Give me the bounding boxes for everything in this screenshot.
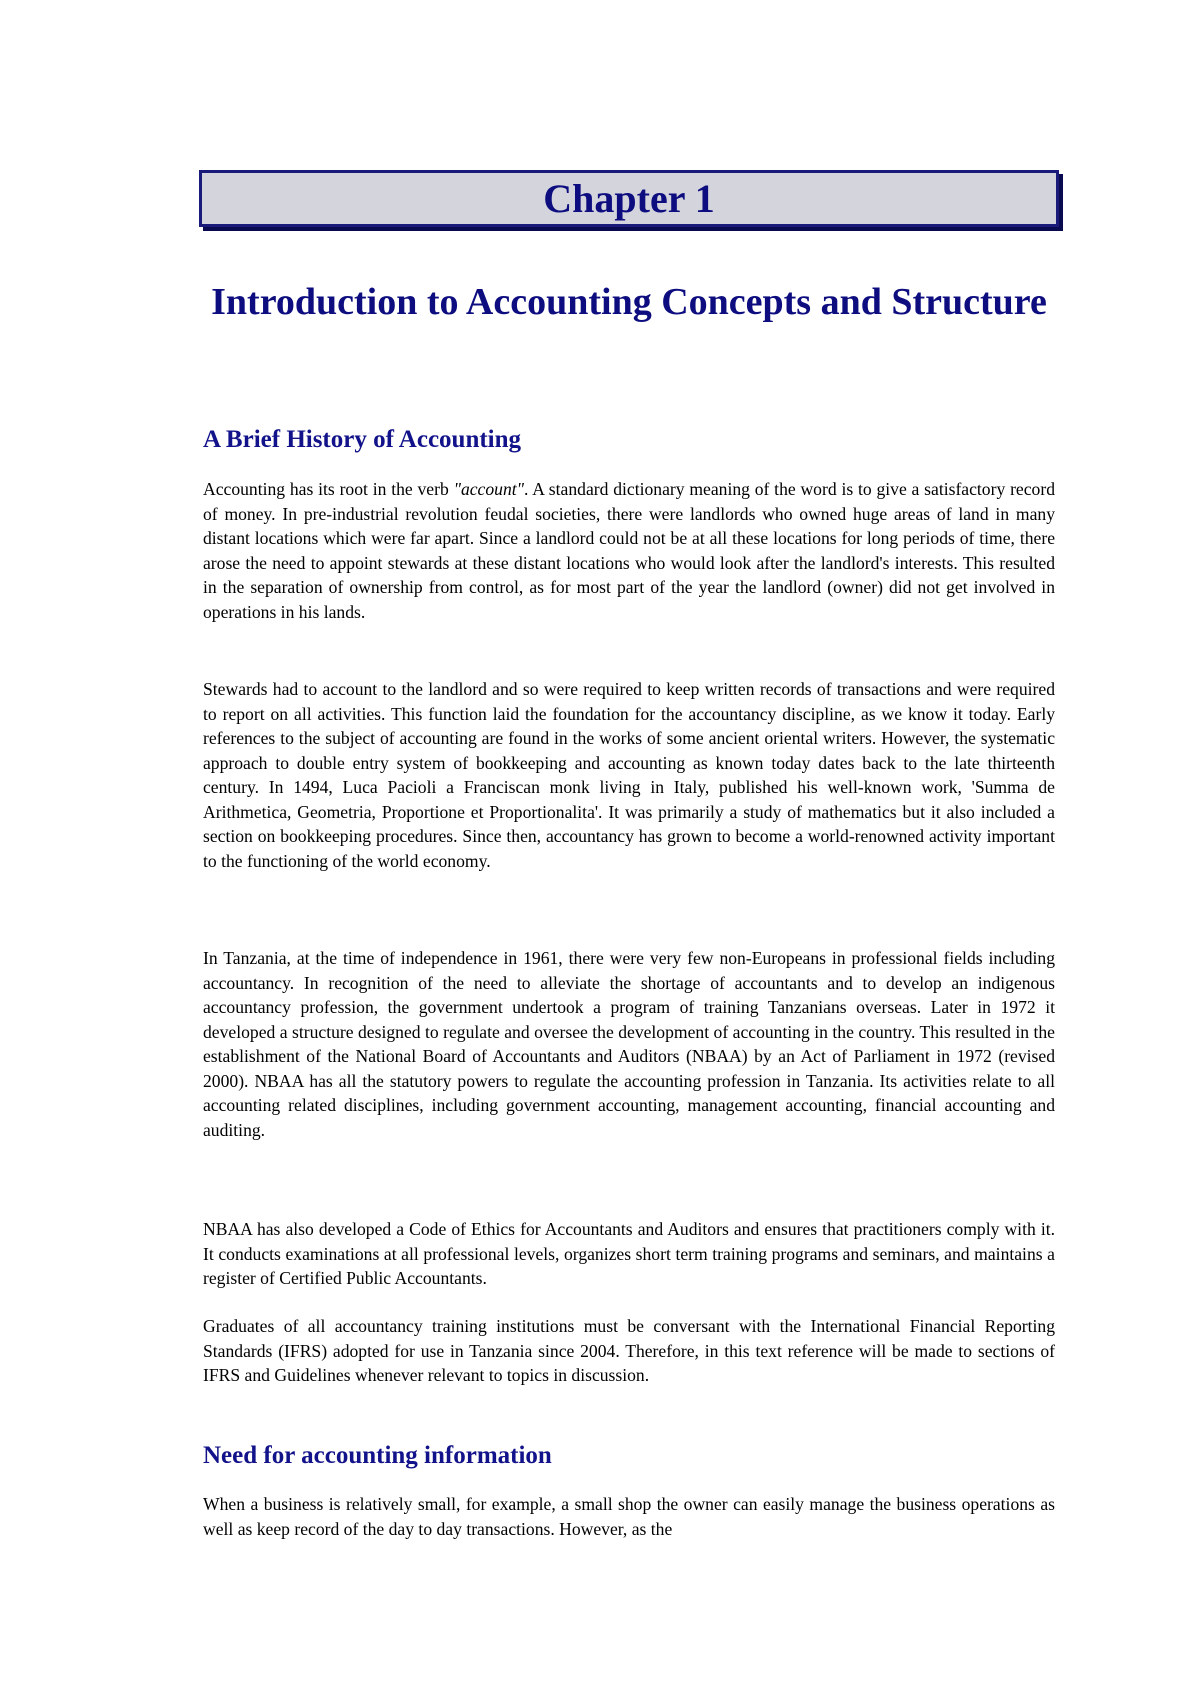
paragraph-text: . A standard dictionary meaning of the word is to give a satisfactory record of money. In pre-industrial revolution feudal societies, there were landlords who owned huge areas of land in many distant locations which were far apart. Since a landlord could not be at all these locations for long periods of time, there arose the need to appoint stewards at these distant locations who would look after the landlord's interests. This resulted in the separation of ownership from control, as for most part of the year the landlord (owner) did not get involved in operations in his lands. (203, 479, 1055, 622)
section-heading-history: A Brief History of Accounting (203, 426, 522, 453)
paragraph-history-4: NBAA has also developed a Code of Ethics for Accountants and Auditors and ensures that practitioners comply with it. It conducts examinations at all professional levels, organizes short term training programs and seminars, and maintains a register of Certified Public Accountants. (203, 1219, 1055, 1288)
emphasis-account: "account" (453, 479, 525, 499)
paragraph-history-3: In Tanzania, at the time of independence in 1961, there were very few non-Europeans in professional fields including accountancy. In recognition of the need to alleviate the shortage of accountants and to develop an indigenous accountancy profession, the government undertook a program of training Tanzanians overseas. Later in 1972 it developed a structure designed to regulate and oversee the development of accounting in the country. This resulted in the establishment of the National Board of Accountants and Auditors (NBAA) by an Act of Parliament in 1972 (revised 2000). NBAA has all the statutory powers to regulate the accounting profession in Tanzania. Its activities relate to all accounting related disciplines, including government accounting, management accounting, financial accounting and auditing. (203, 948, 1055, 1140)
paragraph-need-1: When a business is relatively small, for example, a small shop the owner can easily manage the business operations as well as keep record of the day to day transactions. However, as the (203, 1494, 1055, 1539)
chapter-title: Introduction to Accounting Concepts and Structure (211, 281, 1047, 323)
paragraph-history-5: Graduates of all accountancy training institutions must be conversant with the International Financial Reporting Standards (IFRS) adopted for use in Tanzania since 2004. Therefore, in this text reference will be made to sections of IFRS and Guidelines whenever relevant to topics in discussion. (203, 1316, 1055, 1385)
chapter-banner (199, 170, 1059, 227)
paragraph-text: Accounting has its root in the verb (203, 479, 454, 499)
paragraph-history-1 (203, 477, 1055, 624)
chapter-label: Chapter 1 (543, 175, 715, 221)
paragraph-history-2: Stewards had to account to the landlord and so were required to keep written records of transactions and were required to report on all activities. This function laid the foundation for the accountancy discipline, as we know it today. Early references to the subject of accounting are found in the works of some ancient oriental writers. However, the systematic approach to double entry system of bookkeeping and accounting as known today dates back to the late thirteenth century. In 1494, Luca Pacioli a Franciscan monk living in Italy, published his well-known work, 'Summa de Arithmetica, Geometria, Proportione et Proportionalita'. It was primarily a study of mathematics but it also included a section on bookkeeping procedures. Since then, accountancy has grown to become a world-renowned activity important to the functioning of the world economy. (203, 679, 1055, 871)
section-heading-need: Need for accounting information (203, 1442, 552, 1469)
